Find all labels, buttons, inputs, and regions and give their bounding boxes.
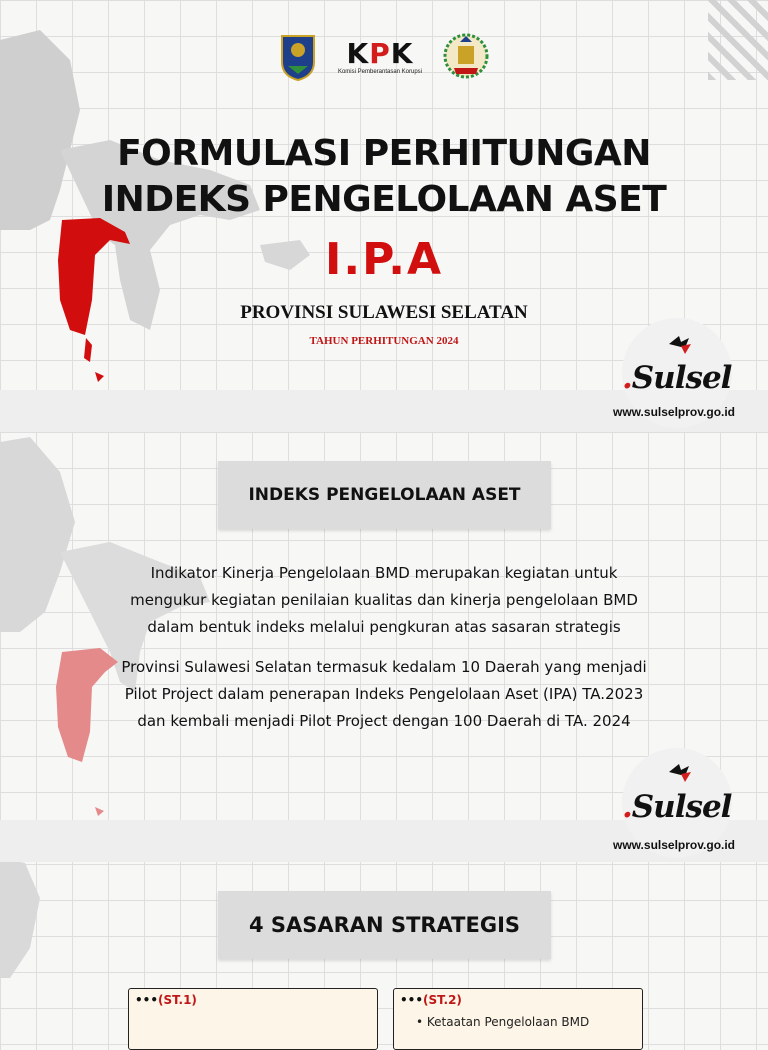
website-url-2[interactable]: www.sulselprov.go.id [613, 838, 736, 852]
kpk-logo: KPK Komisi Pemberantasan Korupsi [337, 36, 423, 75]
province-name: PROVINSI SULAWESI SELATAN [240, 302, 528, 323]
sulsel-logo-1: .Sulsel [622, 360, 732, 396]
main-title-line1: FORMULASI PERHITUNGAN [117, 133, 651, 174]
website-url-1[interactable]: www.sulselprov.go.id [613, 405, 736, 419]
sulsel-mark-icon [665, 758, 695, 788]
sulawesi-map-bottom [0, 858, 120, 1028]
kemendagri-emblem-icon [278, 32, 318, 82]
sasaran-heading: 4 SASARAN STRATEGIS [218, 891, 551, 959]
strategy-card-text: • Ketaatan Pengelolaan BMD [416, 1015, 590, 1029]
indeks-paragraph-1: Indikator Kinerja Pengelolaan BMD merupakan kegiatan untuk mengukur kegiatan penilaian kualitas dan kinerja pengelolaan BMD dalam bentuk indeks melalui pengkuran atas sasaran strategis [130, 564, 638, 636]
sulsel-logo-2: .Sulsel [622, 789, 732, 825]
strategy-card-st2: •••(ST.2) • Ketaatan Pengelolaan BMD [393, 988, 643, 1050]
kpk-subtitle: Komisi Pemberantasan Korupsi [337, 68, 423, 75]
indeks-paragraph-2: Provinsi Sulawesi Selatan termasuk kedalam 10 Daerah yang menjadi Pilot Project dalam penerapan Indeks Pengelolaan Aset (IPA) TA.2023 dan kembali menjadi Pilot Project dengan 100 Daerah di TA. 2024 [121, 658, 647, 730]
calculation-year: TAHUN PERHITUNGAN 2024 [309, 335, 459, 347]
main-title-line2: INDEKS PENGELOLAAN ASET [101, 179, 667, 220]
logo-row [0, 32, 768, 82]
indeks-heading: INDEKS PENGELOLAAN ASET [218, 461, 551, 529]
strategy-card-st1: •••(ST.1) [128, 988, 378, 1050]
acronym-title: I.P.A [324, 234, 444, 285]
sulsel-province-emblem-icon [442, 32, 490, 82]
sulsel-mark-icon [665, 330, 695, 360]
